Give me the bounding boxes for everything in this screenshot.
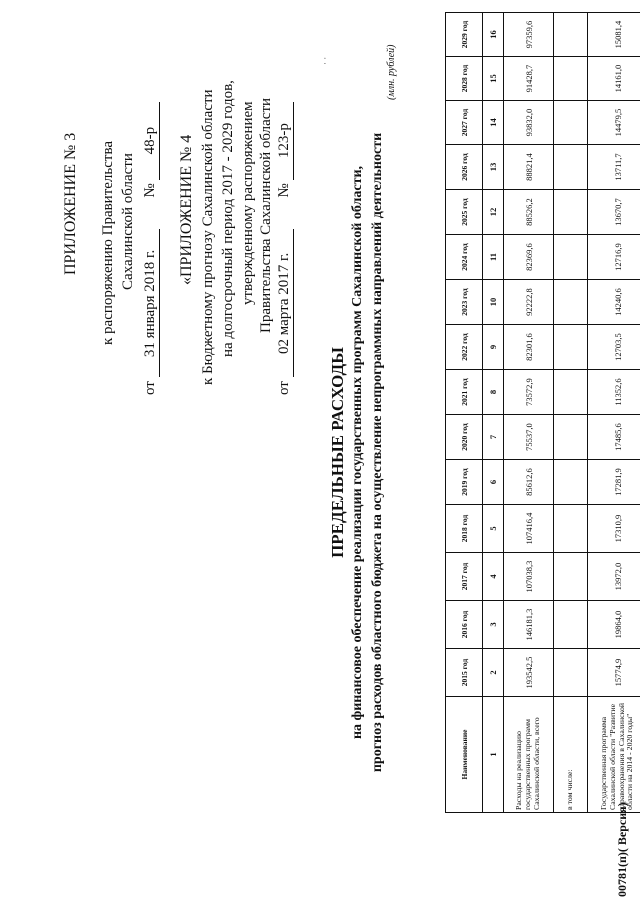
previous-line1: к Бюджетному прогнозу Сахалинской области <box>200 89 216 385</box>
value-cell <box>554 649 588 697</box>
colnum-cell: 15 <box>483 57 504 101</box>
row-name: Государственная программа Сахалинской области "Развитие здравоохранения в Сахалинской области на 2014 - 2020 годы" <box>588 697 640 813</box>
value-cell: 17310,9 <box>588 505 640 553</box>
document-subtitle-2: прогноз расходов областного бюджета на осуществление непрограммных направлений деятельности <box>370 132 385 773</box>
header-2020: 2020 год <box>446 415 483 460</box>
table-header-row <box>446 13 483 813</box>
value-cell <box>554 145 588 190</box>
previous-date-line <box>276 102 294 395</box>
header-2018: 2018 год <box>446 505 483 553</box>
header-2027: 2027 год <box>446 101 483 145</box>
previous-line3: утвержденному распоряжением <box>240 101 256 305</box>
value-cell <box>554 325 588 370</box>
approval-date-line <box>142 102 160 395</box>
colnum-cell: 7 <box>483 415 504 460</box>
colnum-cell: 10 <box>483 280 504 325</box>
value-cell: 85612,6 <box>504 460 554 505</box>
approval-number: 48-р <box>142 102 160 180</box>
header-2023: 2023 год <box>446 280 483 325</box>
table-row <box>554 13 588 813</box>
value-cell <box>554 415 588 460</box>
header-2026: 2026 год <box>446 145 483 190</box>
approval-line1: к распоряжению Правительства <box>100 140 116 345</box>
header-2021: 2021 год <box>446 370 483 415</box>
value-cell: 14479,5 <box>588 101 640 145</box>
value-cell: 11352,6 <box>588 370 640 415</box>
document-subtitle-1: на финансовое обеспечение реализации государственных программ Сахалинской области, <box>350 165 365 740</box>
document-title: ПРЕДЕЛЬНЫЕ РАСХОДЫ <box>328 347 347 558</box>
value-cell: 13711,7 <box>588 145 640 190</box>
value-cell <box>554 101 588 145</box>
header-2022: 2022 год <box>446 325 483 370</box>
value-cell: 17281,9 <box>588 460 640 505</box>
value-cell: 107038,3 <box>504 553 554 601</box>
value-cell: 193542,5 <box>504 649 554 697</box>
colnum-cell: 2 <box>483 649 504 697</box>
appendix-4-heading: «ПРИЛОЖЕНИЕ № 4 <box>178 134 195 285</box>
value-cell <box>554 460 588 505</box>
header-name: Наименование <box>446 697 483 813</box>
value-cell: 12716,9 <box>588 235 640 280</box>
colnum-cell: 12 <box>483 190 504 235</box>
previous-number-prefix: № <box>276 183 292 198</box>
scan-mark: · · <box>320 56 330 65</box>
value-cell: 13972,0 <box>588 553 640 601</box>
units-label: (млн. рублей) <box>386 44 397 100</box>
row-name: в том числе: <box>554 697 588 813</box>
value-cell <box>554 601 588 649</box>
colnum-cell: 4 <box>483 553 504 601</box>
header-2028: 2028 год <box>446 57 483 101</box>
value-cell <box>554 370 588 415</box>
table-row <box>504 13 554 813</box>
previous-number: 123-р <box>276 102 294 180</box>
value-cell: 14161,0 <box>588 57 640 101</box>
document-version-footer: 00781(п)( Версия) <box>615 802 629 897</box>
previous-line4: Правительства Сахалинской области <box>258 97 274 333</box>
value-cell <box>554 57 588 101</box>
previous-date-prefix: от <box>276 381 292 395</box>
header-2025: 2025 год <box>446 190 483 235</box>
column-number-row <box>483 13 504 813</box>
approval-line2: Сахалинской области <box>120 153 136 290</box>
value-cell <box>554 235 588 280</box>
header-2016: 2016 год <box>446 601 483 649</box>
value-cell: 93832,0 <box>504 101 554 145</box>
header-2017: 2017 год <box>446 553 483 601</box>
value-cell: 92222,8 <box>504 280 554 325</box>
previous-date: 02 марта 2017 г. <box>276 229 294 377</box>
colnum-cell: 16 <box>483 13 504 57</box>
colnum-cell: 6 <box>483 460 504 505</box>
value-cell: 19864,0 <box>588 601 640 649</box>
value-cell <box>554 553 588 601</box>
value-cell: 75537,0 <box>504 415 554 460</box>
value-cell <box>554 505 588 553</box>
approval-date: 31 января 2018 г. <box>142 229 160 377</box>
table-row <box>588 13 640 813</box>
colnum-cell: 11 <box>483 235 504 280</box>
approval-date-prefix: от <box>142 381 158 395</box>
colnum-cell: 1 <box>483 697 504 813</box>
row-name: Расходы на реализацию государственных программ Сахалинской области, всего <box>504 697 554 813</box>
value-cell: 82301,6 <box>504 325 554 370</box>
header-2029: 2029 год <box>446 13 483 57</box>
value-cell <box>554 13 588 57</box>
value-cell: 15081,4 <box>588 13 640 57</box>
value-cell: 146181,3 <box>504 601 554 649</box>
value-cell: 73572,9 <box>504 370 554 415</box>
value-cell: 14240,6 <box>588 280 640 325</box>
approval-number-prefix: № <box>142 183 158 198</box>
value-cell: 15774,9 <box>588 649 640 697</box>
appendix-3-heading: ПРИЛОЖЕНИЕ № 3 <box>62 132 79 275</box>
expenditure-table <box>445 12 640 813</box>
value-cell: 82369,6 <box>504 235 554 280</box>
colnum-cell: 13 <box>483 145 504 190</box>
value-cell: 88526,2 <box>504 190 554 235</box>
header-2024: 2024 год <box>446 235 483 280</box>
colnum-cell: 8 <box>483 370 504 415</box>
colnum-cell: 3 <box>483 601 504 649</box>
colnum-cell: 9 <box>483 325 504 370</box>
value-cell <box>554 190 588 235</box>
header-2015: 2015 год <box>446 649 483 697</box>
colnum-cell: 14 <box>483 101 504 145</box>
header-2019: 2019 год <box>446 460 483 505</box>
value-cell: 91428,7 <box>504 57 554 101</box>
previous-line2: на долгосрочный период 2017 - 2029 годов, <box>220 80 236 357</box>
value-cell: 13670,7 <box>588 190 640 235</box>
value-cell: 88821,4 <box>504 145 554 190</box>
colnum-cell: 5 <box>483 505 504 553</box>
value-cell <box>554 280 588 325</box>
value-cell: 97359,6 <box>504 13 554 57</box>
value-cell: 107416,4 <box>504 505 554 553</box>
value-cell: 12703,5 <box>588 325 640 370</box>
value-cell: 17485,6 <box>588 415 640 460</box>
